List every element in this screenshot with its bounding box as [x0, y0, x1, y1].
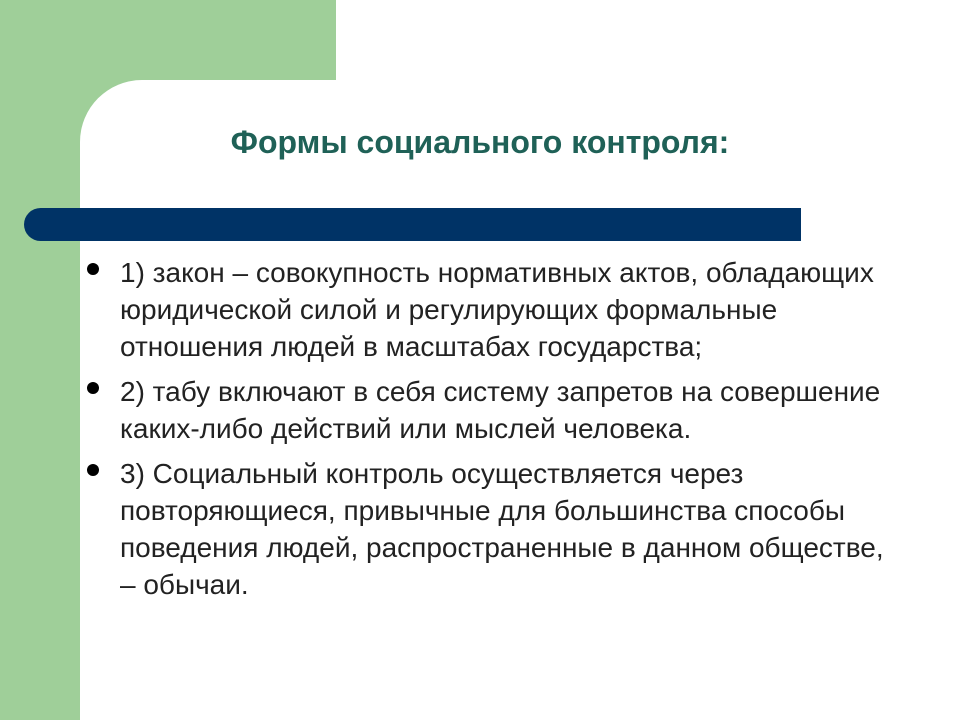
- bullet-text: 2) табу включают в себя систему запретов на совершение каких-либо действий или мыслей человека.: [120, 376, 881, 444]
- bullet-dot-icon: [87, 263, 99, 275]
- bullet-item-customs: [86, 455, 896, 603]
- bullet-text: 3) Социальный контроль осуществляется через повторяющиеся, привычные для большинства способы поведения людей, распространенные в данном обществе, – обычаи.: [120, 458, 884, 600]
- bullet-text: 1) закон – совокупность нормативных актов, обладающих юридической силой и регулирующих формальные отношения людей в масштабах государства;: [120, 257, 874, 362]
- bullet-list: [86, 254, 896, 611]
- bullet-item-taboo: [86, 373, 896, 447]
- slide-title: Формы социального контроля:: [230, 124, 730, 160]
- bullet-dot-icon: [87, 464, 99, 476]
- bullet-item-law: [86, 254, 896, 365]
- title-underline-bar: [24, 208, 801, 241]
- bullet-dot-icon: [87, 382, 99, 394]
